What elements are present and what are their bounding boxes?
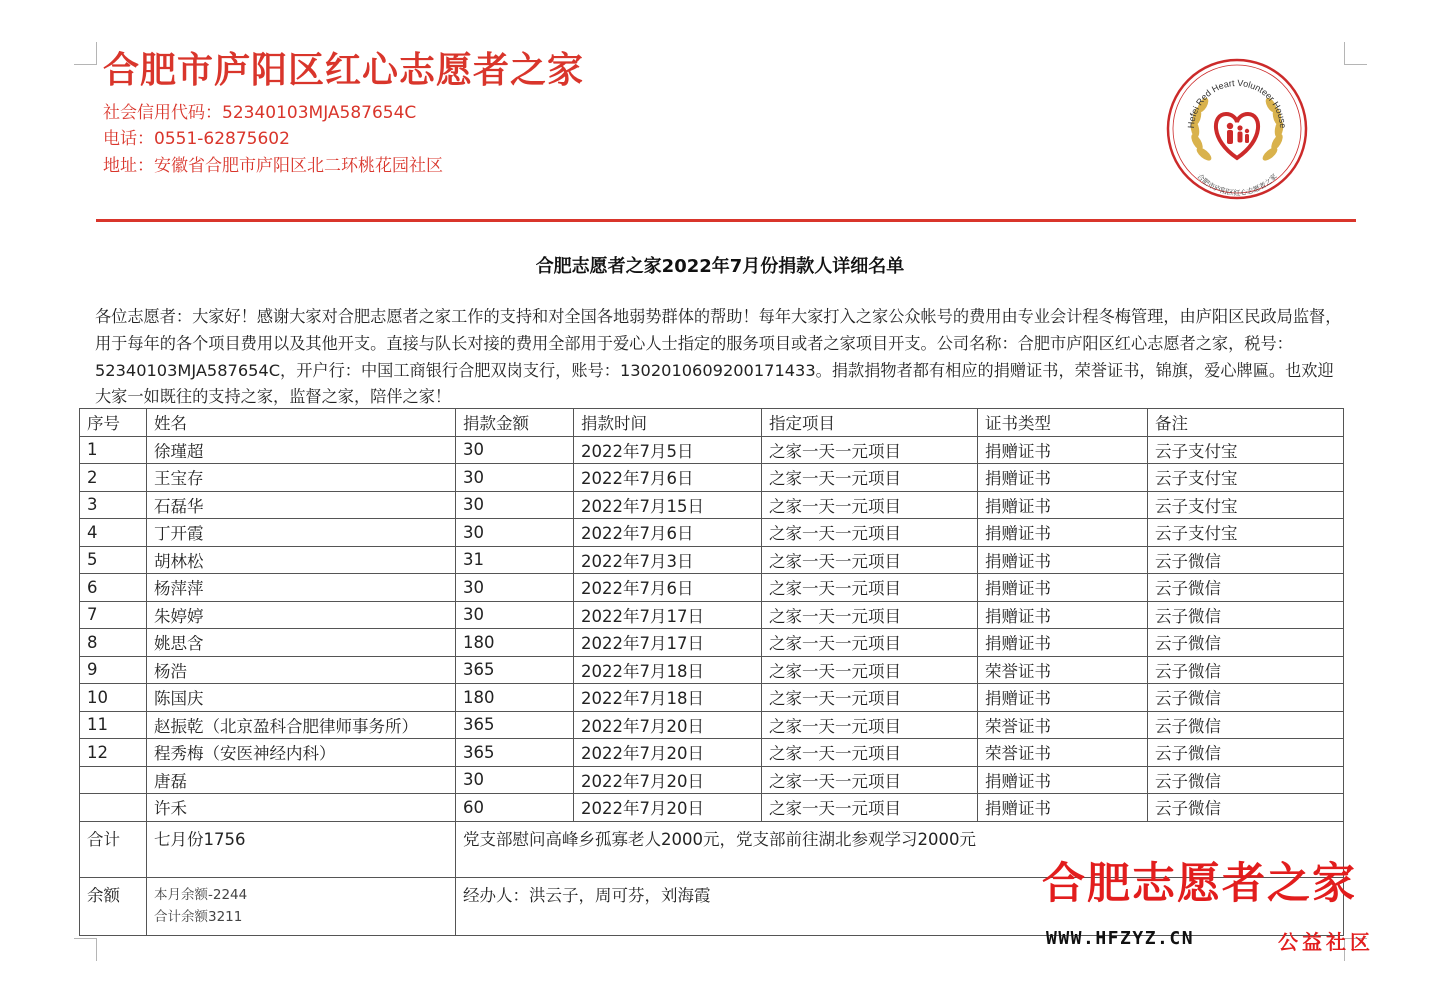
table-cell: 捐赠证书 <box>978 766 1148 794</box>
table-cell: 唐磊 <box>147 766 456 794</box>
table-cell: 捐赠证书 <box>978 574 1148 602</box>
table-cell: 朱婷婷 <box>147 601 456 629</box>
table-cell: 捐赠证书 <box>978 519 1148 547</box>
page-corner-mark <box>1344 42 1367 65</box>
table-cell: 2022年7月20日 <box>574 711 762 739</box>
summary-label: 合计 <box>80 821 147 877</box>
table-cell: 云子支付宝 <box>1148 436 1344 464</box>
table-cell: 2022年7月20日 <box>574 794 762 822</box>
table-cell: 180 <box>456 629 574 657</box>
column-header: 证书类型 <box>978 409 1148 437</box>
table-cell: 捐赠证书 <box>978 601 1148 629</box>
table-cell: 之家一天一元项目 <box>762 794 978 822</box>
table-cell: 之家一天一元项目 <box>762 739 978 767</box>
table-cell: 之家一天一元项目 <box>762 711 978 739</box>
table-cell: 3 <box>80 491 147 519</box>
table-cell: 365 <box>456 711 574 739</box>
table-cell: 杨浩 <box>147 656 456 684</box>
table-cell: 云子微信 <box>1148 794 1344 822</box>
document-title: 合肥志愿者之家2022年7月份捐款人详细名单 <box>535 256 905 277</box>
column-header: 序号 <box>80 409 147 437</box>
table-row <box>80 711 1344 739</box>
table-cell: 2022年7月18日 <box>574 684 762 712</box>
table-cell: 2022年7月17日 <box>574 601 762 629</box>
table-cell: 11 <box>80 711 147 739</box>
table-row <box>80 436 1344 464</box>
table-cell: 之家一天一元项目 <box>762 464 978 492</box>
table-cell: 胡林松 <box>147 546 456 574</box>
table-cell: 2022年7月18日 <box>574 656 762 684</box>
column-header: 备注 <box>1148 409 1344 437</box>
table-cell: 之家一天一元项目 <box>762 766 978 794</box>
table-cell: 365 <box>456 739 574 767</box>
table-cell: 云子微信 <box>1148 739 1344 767</box>
balance-label: 余额 <box>80 877 147 935</box>
summary-note: 党支部慰问高峰乡孤寡老人2000元，党支部前往湖北参观学习2000元 <box>456 821 1344 877</box>
table-cell: 6 <box>80 574 147 602</box>
table-cell: 程秀梅（安医神经内科） <box>147 739 456 767</box>
table-cell: 捐赠证书 <box>978 794 1148 822</box>
summary-total: 七月份1756 <box>147 821 456 877</box>
table-cell: 4 <box>80 519 147 547</box>
table-row <box>80 794 1344 822</box>
balance-values <box>147 877 456 935</box>
table-cell: 之家一天一元项目 <box>762 684 978 712</box>
table-cell: 姚思含 <box>147 629 456 657</box>
table-cell: 云子微信 <box>1148 546 1344 574</box>
table-cell: 荣誉证书 <box>978 711 1148 739</box>
table-cell: 之家一天一元项目 <box>762 574 978 602</box>
table-row <box>80 519 1344 547</box>
table-cell: 荣誉证书 <box>978 656 1148 684</box>
table-cell: 180 <box>456 684 574 712</box>
table-cell: 之家一天一元项目 <box>762 601 978 629</box>
table-cell: 1 <box>80 436 147 464</box>
table-cell: 捐赠证书 <box>978 546 1148 574</box>
table-cell: 之家一天一元项目 <box>762 546 978 574</box>
table-cell: 30 <box>456 436 574 464</box>
table-cell: 之家一天一元项目 <box>762 519 978 547</box>
table-cell: 之家一天一元项目 <box>762 656 978 684</box>
table-cell: 陈国庆 <box>147 684 456 712</box>
table-cell: 8 <box>80 629 147 657</box>
table-cell: 许禾 <box>147 794 456 822</box>
column-header: 捐款金额 <box>456 409 574 437</box>
table-row <box>80 491 1344 519</box>
page-corner-mark <box>74 938 97 961</box>
address: 地址：安徽省合肥市庐阳区北二环桃花园社区 <box>103 156 443 176</box>
table-cell: 捐赠证书 <box>978 436 1148 464</box>
org-name: 合肥市庐阳区红心志愿者之家 <box>103 50 585 91</box>
table-cell: 丁开霞 <box>147 519 456 547</box>
table-row <box>80 739 1344 767</box>
intro-paragraph: 各位志愿者：大家好！感谢大家对合肥志愿者之家工作的支持和对全国各地弱势群体的帮助！每年大家打入之家公众帐号的费用由专业会计程冬梅管理，由庐阳区民政局监督，用于每年的各个项目费用以及其他开支。直接与队长对接的费用全部用于爱心人士指定的服务项目或者之家项目开支。公司名称：合肥市庐阳区红心志愿者之家，税号：52340103MJA587654C，开户行：中国工商银行合肥双岗支行，账号：1302010609200171433。捐款捐物者都有相应的捐赠证书，荣誉证书，锦旗，爱心牌匾。也欢迎大家一如既往的支持之家，监督之家，陪伴之家！ <box>95 307 1342 407</box>
table-cell: 30 <box>456 519 574 547</box>
table-cell: 之家一天一元项目 <box>762 629 978 657</box>
table-cell: 2022年7月3日 <box>574 546 762 574</box>
org-logo <box>1166 58 1308 200</box>
table-cell: 365 <box>456 656 574 684</box>
table-cell: 杨萍萍 <box>147 574 456 602</box>
table-cell: 云子微信 <box>1148 574 1344 602</box>
column-header: 指定项目 <box>762 409 978 437</box>
table-cell: 徐瑾超 <box>147 436 456 464</box>
table-cell: 30 <box>456 601 574 629</box>
table-row <box>80 629 1344 657</box>
table-cell <box>80 794 147 822</box>
table-cell: 7 <box>80 601 147 629</box>
table-row <box>80 601 1344 629</box>
table-header-row <box>80 409 1344 437</box>
table-cell: 之家一天一元项目 <box>762 491 978 519</box>
table-cell: 30 <box>456 766 574 794</box>
watermark-title: 合肥志愿者之家 <box>1042 859 1357 909</box>
table-cell: 云子支付宝 <box>1148 464 1344 492</box>
table-row <box>80 464 1344 492</box>
table-cell: 王宝存 <box>147 464 456 492</box>
table-cell: 2022年7月20日 <box>574 766 762 794</box>
total-balance: 合计余额3211 <box>154 908 243 925</box>
table-cell: 60 <box>456 794 574 822</box>
table-cell: 云子微信 <box>1148 656 1344 684</box>
page-corner-mark <box>74 42 97 65</box>
table-cell: 捐赠证书 <box>978 684 1148 712</box>
table-cell: 捐赠证书 <box>978 464 1148 492</box>
phone-number: 电话：0551-62875602 <box>103 129 290 149</box>
table-cell: 2022年7月6日 <box>574 519 762 547</box>
table-cell: 2022年7月15日 <box>574 491 762 519</box>
table-cell: 2022年7月5日 <box>574 436 762 464</box>
table-cell: 荣誉证书 <box>978 739 1148 767</box>
table-cell: 云子微信 <box>1148 601 1344 629</box>
table-cell <box>80 766 147 794</box>
logo-arc-text-en: Hefei Red Heart Volunteer House <box>1185 77 1289 129</box>
table-cell: 30 <box>456 464 574 492</box>
table-cell: 2022年7月6日 <box>574 464 762 492</box>
table-row <box>80 574 1344 602</box>
table-cell: 30 <box>456 491 574 519</box>
table-cell: 云子微信 <box>1148 684 1344 712</box>
table-cell: 云子微信 <box>1148 766 1344 794</box>
table-cell: 云子微信 <box>1148 711 1344 739</box>
table-cell: 2 <box>80 464 147 492</box>
watermark-url: WWW.HFZYZ.CN <box>1046 928 1195 949</box>
table-cell: 之家一天一元项目 <box>762 436 978 464</box>
table-row <box>80 656 1344 684</box>
table-cell: 30 <box>456 574 574 602</box>
table-row <box>80 766 1344 794</box>
logo-arc-text-cn: 合肥市庐阳区红心志愿者之家 <box>1195 172 1279 197</box>
table-cell: 捐赠证书 <box>978 629 1148 657</box>
watermark-tag: 公益社区 <box>1278 930 1374 954</box>
header-divider <box>96 219 1356 222</box>
table-cell: 2022年7月17日 <box>574 629 762 657</box>
table-cell: 12 <box>80 739 147 767</box>
table-cell: 赵振乾（北京盈科合肥律师事务所） <box>147 711 456 739</box>
table-cell: 2022年7月20日 <box>574 739 762 767</box>
table-cell: 石磊华 <box>147 491 456 519</box>
table-row <box>80 546 1344 574</box>
table-cell: 云子支付宝 <box>1148 491 1344 519</box>
table-cell: 9 <box>80 656 147 684</box>
table-cell: 云子支付宝 <box>1148 519 1344 547</box>
month-balance: 本月余额-2244 <box>154 886 248 903</box>
table-cell: 31 <box>456 546 574 574</box>
table-cell: 云子微信 <box>1148 629 1344 657</box>
table-cell: 5 <box>80 546 147 574</box>
table-cell: 10 <box>80 684 147 712</box>
column-header: 姓名 <box>147 409 456 437</box>
table-cell: 2022年7月6日 <box>574 574 762 602</box>
credit-code: 社会信用代码：52340103MJA587654C <box>103 103 417 123</box>
handlers: 经办人：洪云子，周可芬，刘海霞 <box>456 877 1344 935</box>
column-header: 捐款时间 <box>574 409 762 437</box>
table-row <box>80 684 1344 712</box>
table-cell: 捐赠证书 <box>978 491 1148 519</box>
